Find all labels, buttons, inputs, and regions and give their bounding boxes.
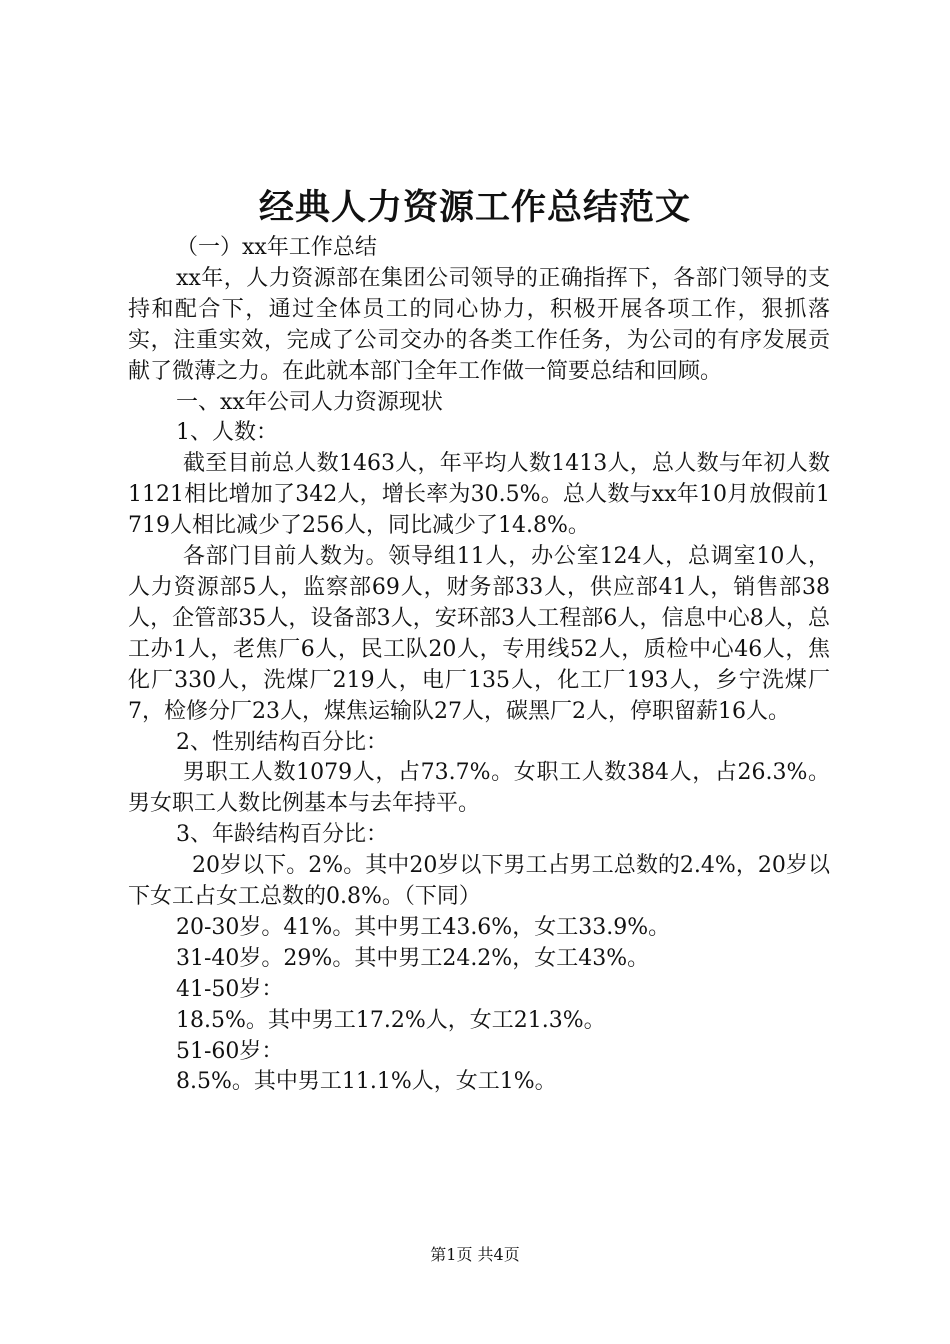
paragraph: 51-60岁： [176, 1038, 284, 1064]
subsection-heading: 2、性别结构百分比： [176, 729, 388, 755]
paragraph: 8.5%。其中男工11.1%人，女工1%。 [176, 1069, 557, 1095]
paragraph: xx年，人力资源部在集团公司领导的正确指挥下，各部门领导的支持和配合下，通过全体员工的同心协力，积极开展各项工作，狠抓落实，注重实效，完成了公司交办的各类工作任务，为公司的有序发展贡献了微薄之力。在此就本部门全年工作做一简要总结和回顾。 [128, 265, 830, 384]
document-body [128, 233, 830, 1098]
subsection-heading: 3、年龄结构百分比： [176, 822, 388, 848]
paragraph: 31-40岁。29%。其中男工24.2%，女工43%。 [176, 945, 650, 971]
section-heading: （一）xx年工作总结 [176, 235, 377, 260]
subsection-heading: 1、人数： [176, 420, 278, 446]
page-footer: 第1页 共4页 [430, 1245, 520, 1264]
paragraph: 各部门目前人数为。领导组11人，办公室124人，总调室10人，人力资源部5人，监察部69人，财务部33人，供应部41人，销售部38人，企管部35人，设备部3人，安环部3人工程部6人，信息中心8人，总工办1人，老焦厂6人，民工队20人，专用线52人，质检中心46人，焦化厂330人，洗煤厂219人，电厂135人，化工厂193人，乡宁洗煤厂7，检修分厂23人，煤焦运输队27人，碳黑厂2人，停职留薪16人。 [128, 544, 830, 724]
paragraph: 男职工人数1079人，占73.7%。女职工人数384人，占26.3%。男女职工人数比例基本与去年持平。 [128, 760, 830, 817]
paragraph: 18.5%。其中男工17.2%人，女工21.3%。 [176, 1007, 606, 1033]
paragraph: 41-50岁： [176, 976, 284, 1002]
paragraph: 截至目前总人数1463人，年平均人数1413人，总人数与年初人数1121相比增加了342人，增长率为30.5%。总人数与xx年10月放假前1719人相比减少了256人，同比减少了14.8%。 [128, 451, 830, 539]
section-heading: 一、xx年公司人力资源现状 [176, 389, 443, 415]
paragraph: 20-30岁。41%。其中男工43.6%，女工33.9%。 [176, 914, 671, 940]
document-title: 经典人力资源工作总结范文 [258, 187, 691, 228]
paragraph: 20岁以下。2%。其中20岁以下男工占男工总数的2.4%，20岁以下女工占女工总数的0.8%。（下同） [128, 853, 830, 910]
